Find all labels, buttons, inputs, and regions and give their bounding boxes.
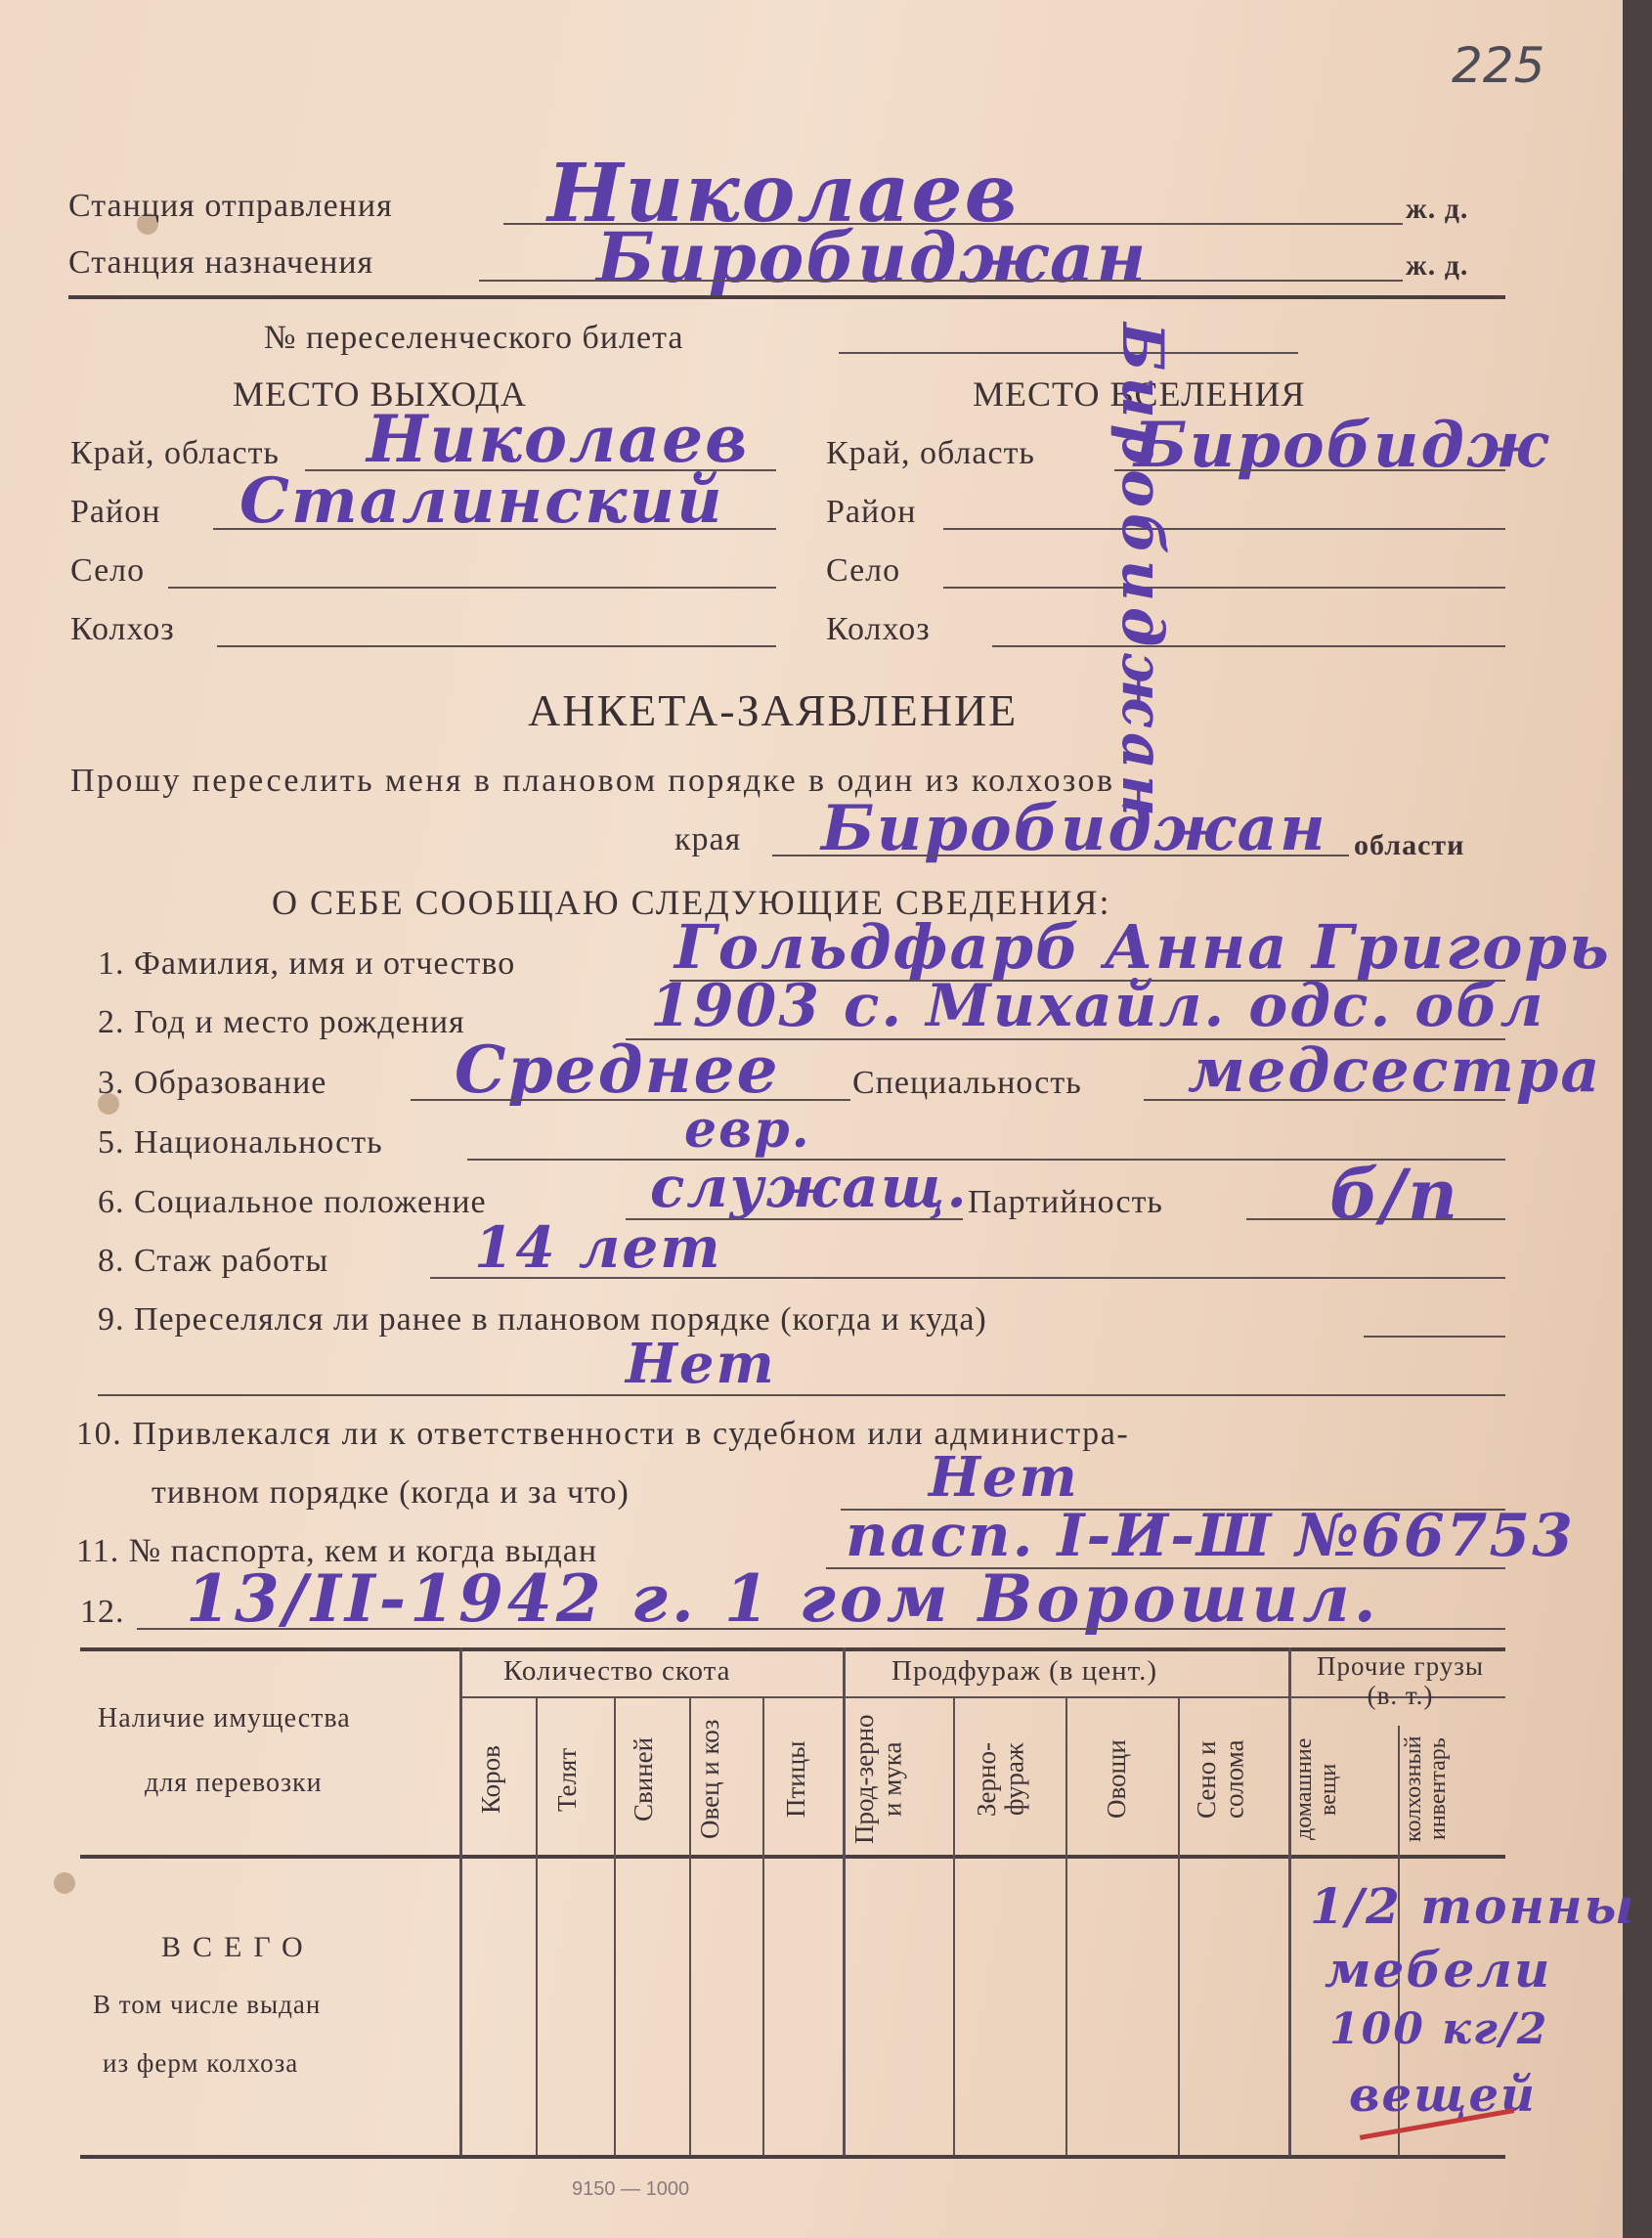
col-oats: Овощи — [1102, 1739, 1131, 1820]
total-label: ВСЕГО — [161, 1931, 315, 1963]
ticket-label: № переселенческого билета — [264, 320, 684, 356]
col-divider — [953, 1696, 955, 2156]
col-grain: Прод-зерно и мука — [849, 1714, 907, 1845]
exit-place-heading: МЕСТО ВЫХОДА — [233, 374, 527, 414]
q12-number: 12. — [80, 1594, 125, 1630]
settle-region-label: Край, область — [826, 435, 1035, 471]
info-heading: О СЕБЕ СООБЩАЮ СЛЕДУЮЩИЕ СВЕДЕНИЯ: — [272, 883, 1111, 922]
oblast-label: области — [1354, 829, 1465, 861]
q7-value: б/п — [1329, 1154, 1460, 1235]
exit-district-label: Район — [70, 494, 161, 530]
q9-value: Нет — [626, 1332, 776, 1396]
q6-value: служащ. — [650, 1154, 969, 1220]
col-divider — [1178, 1696, 1180, 2156]
punch-hole — [54, 1872, 75, 1894]
destination-label: Станция назначения — [68, 244, 374, 281]
settle-place-heading: МЕСТО ВСЕЛЕНИЯ — [973, 374, 1306, 414]
group-feed: Продфураж (в цент.) — [891, 1655, 1157, 1687]
q7-line — [1246, 1218, 1505, 1220]
q8-value: 14 лет — [474, 1214, 722, 1281]
col-divider — [762, 1696, 764, 2156]
exit-village-label: Село — [70, 552, 146, 589]
household-value-4: вещей — [1349, 2068, 1537, 2123]
q8-line — [430, 1277, 1505, 1279]
print-code: 9150 — 1000 — [572, 2178, 690, 2200]
vertical-handwritten-note: Биробиджан — [1109, 323, 1176, 822]
exit-region-label: Край, область — [70, 435, 280, 471]
col-divider — [536, 1696, 538, 2156]
request-line-1: Прошу переселить меня в плановом порядке в один из колхозов — [70, 763, 1115, 799]
ticket-line — [839, 352, 1298, 354]
header-divider — [68, 295, 1505, 299]
incl-label-1: В том числе выдан — [93, 1990, 322, 2019]
household-value-2: мебели — [1325, 1941, 1552, 1998]
q6-label: 6. Социальное положение — [98, 1184, 487, 1220]
exit-kolkhoz-label: Колхоз — [70, 611, 175, 647]
col-birds: Птицы — [781, 1740, 810, 1819]
settle-village-label: Село — [826, 552, 901, 589]
q10-label-2: тивном порядке (когда и за что) — [152, 1474, 630, 1511]
household-value-1: 1/2 тонны — [1310, 1877, 1636, 1935]
col-hay: Сено и солома — [1192, 1739, 1249, 1820]
page-number: 225 — [1452, 37, 1545, 94]
settle-district-line — [943, 528, 1505, 530]
col-sheep: Овец и коз — [695, 1719, 724, 1840]
group-livestock: Количество скота — [503, 1655, 731, 1687]
q12-line — [137, 1628, 1505, 1630]
q8-label: 8. Стаж работы — [98, 1243, 329, 1279]
q10-label-1: 10. Привлекался ли к ответственности в судебном или администра- — [76, 1416, 1130, 1452]
q2-label: 2. Год и место рождения — [98, 1004, 465, 1040]
q5-value: евр. — [684, 1100, 811, 1160]
col-household: домашние вещи — [1291, 1737, 1342, 1841]
q10-value: Нет — [929, 1445, 1079, 1510]
table-header-divider — [80, 1855, 1505, 1859]
rail-abbr-2: ж. д. — [1406, 249, 1469, 282]
incl-label-2: из ферм колхоза — [103, 2048, 299, 2078]
col-divider — [1288, 1647, 1291, 2156]
kray-line — [772, 855, 1349, 856]
q9-label: 9. Переселялся ли ранее в плановом порядке (когда и куда) — [98, 1301, 987, 1338]
col-divider — [1065, 1696, 1067, 2156]
table-top-border — [80, 1647, 1505, 1651]
q11-label: 11. № паспорта, кем и когда выдан — [76, 1533, 598, 1569]
col-divider — [689, 1696, 691, 2156]
q1-value: Гольдфарб Анна Григорь — [674, 911, 1611, 983]
settle-district-label: Район — [826, 494, 917, 530]
settle-region-value: Биробидж — [1134, 409, 1550, 482]
settle-village-line — [943, 587, 1505, 589]
exit-district-value: Сталинский — [239, 464, 724, 538]
kray-label: края — [674, 821, 742, 857]
q2-value: 1903 с. Михайл. одс. обл — [650, 972, 1545, 1040]
kray-value: Биробиджан — [821, 792, 1327, 865]
q9-line-b — [98, 1394, 1505, 1396]
col-divider — [614, 1696, 616, 2156]
form-title: АНКЕТА-ЗАЯВЛЕНИЕ — [528, 685, 1019, 735]
q12-value: 13/II-1942 г. 1 гом Ворошил. — [186, 1560, 1380, 1637]
q5-label: 5. Национальность — [98, 1124, 383, 1161]
group-other: Прочие грузы (в. т.) — [1316, 1651, 1485, 1710]
departure-value: Николаев — [547, 147, 1020, 241]
destination-value: Биробиджан — [596, 217, 1149, 298]
col-pigs: Свиней — [629, 1736, 658, 1822]
settle-kolkhoz-label: Колхоз — [826, 611, 931, 647]
destination-line — [479, 280, 1403, 282]
q4-value: медсестра — [1188, 1034, 1602, 1106]
rail-abbr-1: ж. д. — [1406, 193, 1469, 225]
exit-kolkhoz-line — [217, 645, 776, 647]
table-bottom-border — [80, 2155, 1505, 2159]
table-row-label-2: для перевозки — [145, 1768, 323, 1798]
settle-kolkhoz-line — [992, 645, 1505, 647]
q7-label: Партийность — [968, 1184, 1163, 1220]
q4-label: Специальность — [852, 1065, 1082, 1101]
col-divider — [459, 1647, 462, 2156]
col-fodder: Зерно-фураж — [972, 1742, 1029, 1817]
col-calves: Телят — [552, 1747, 582, 1812]
col-cows: Коров — [476, 1745, 505, 1814]
q1-label: 1. Фамилия, имя и отчество — [98, 945, 516, 982]
q3-label: 3. Образование — [98, 1065, 327, 1101]
departure-label: Станция отправления — [68, 188, 393, 224]
col-divider — [843, 1647, 846, 2156]
exit-village-line — [168, 587, 776, 589]
table-row-label-1: Наличие имущества — [98, 1703, 351, 1733]
q11-value: пасп. I-И-Ш №66753 — [846, 1502, 1575, 1570]
exit-region-value: Николаев — [367, 401, 750, 477]
exit-district-line — [213, 528, 776, 530]
household-value-3: 100 кг/2 — [1329, 2004, 1549, 2054]
col-kolkhoz: колхозный инвентарь — [1401, 1735, 1452, 1843]
q3-value: Среднее — [455, 1031, 780, 1108]
q4-line — [1144, 1099, 1505, 1101]
q9-line-a — [1364, 1336, 1505, 1338]
